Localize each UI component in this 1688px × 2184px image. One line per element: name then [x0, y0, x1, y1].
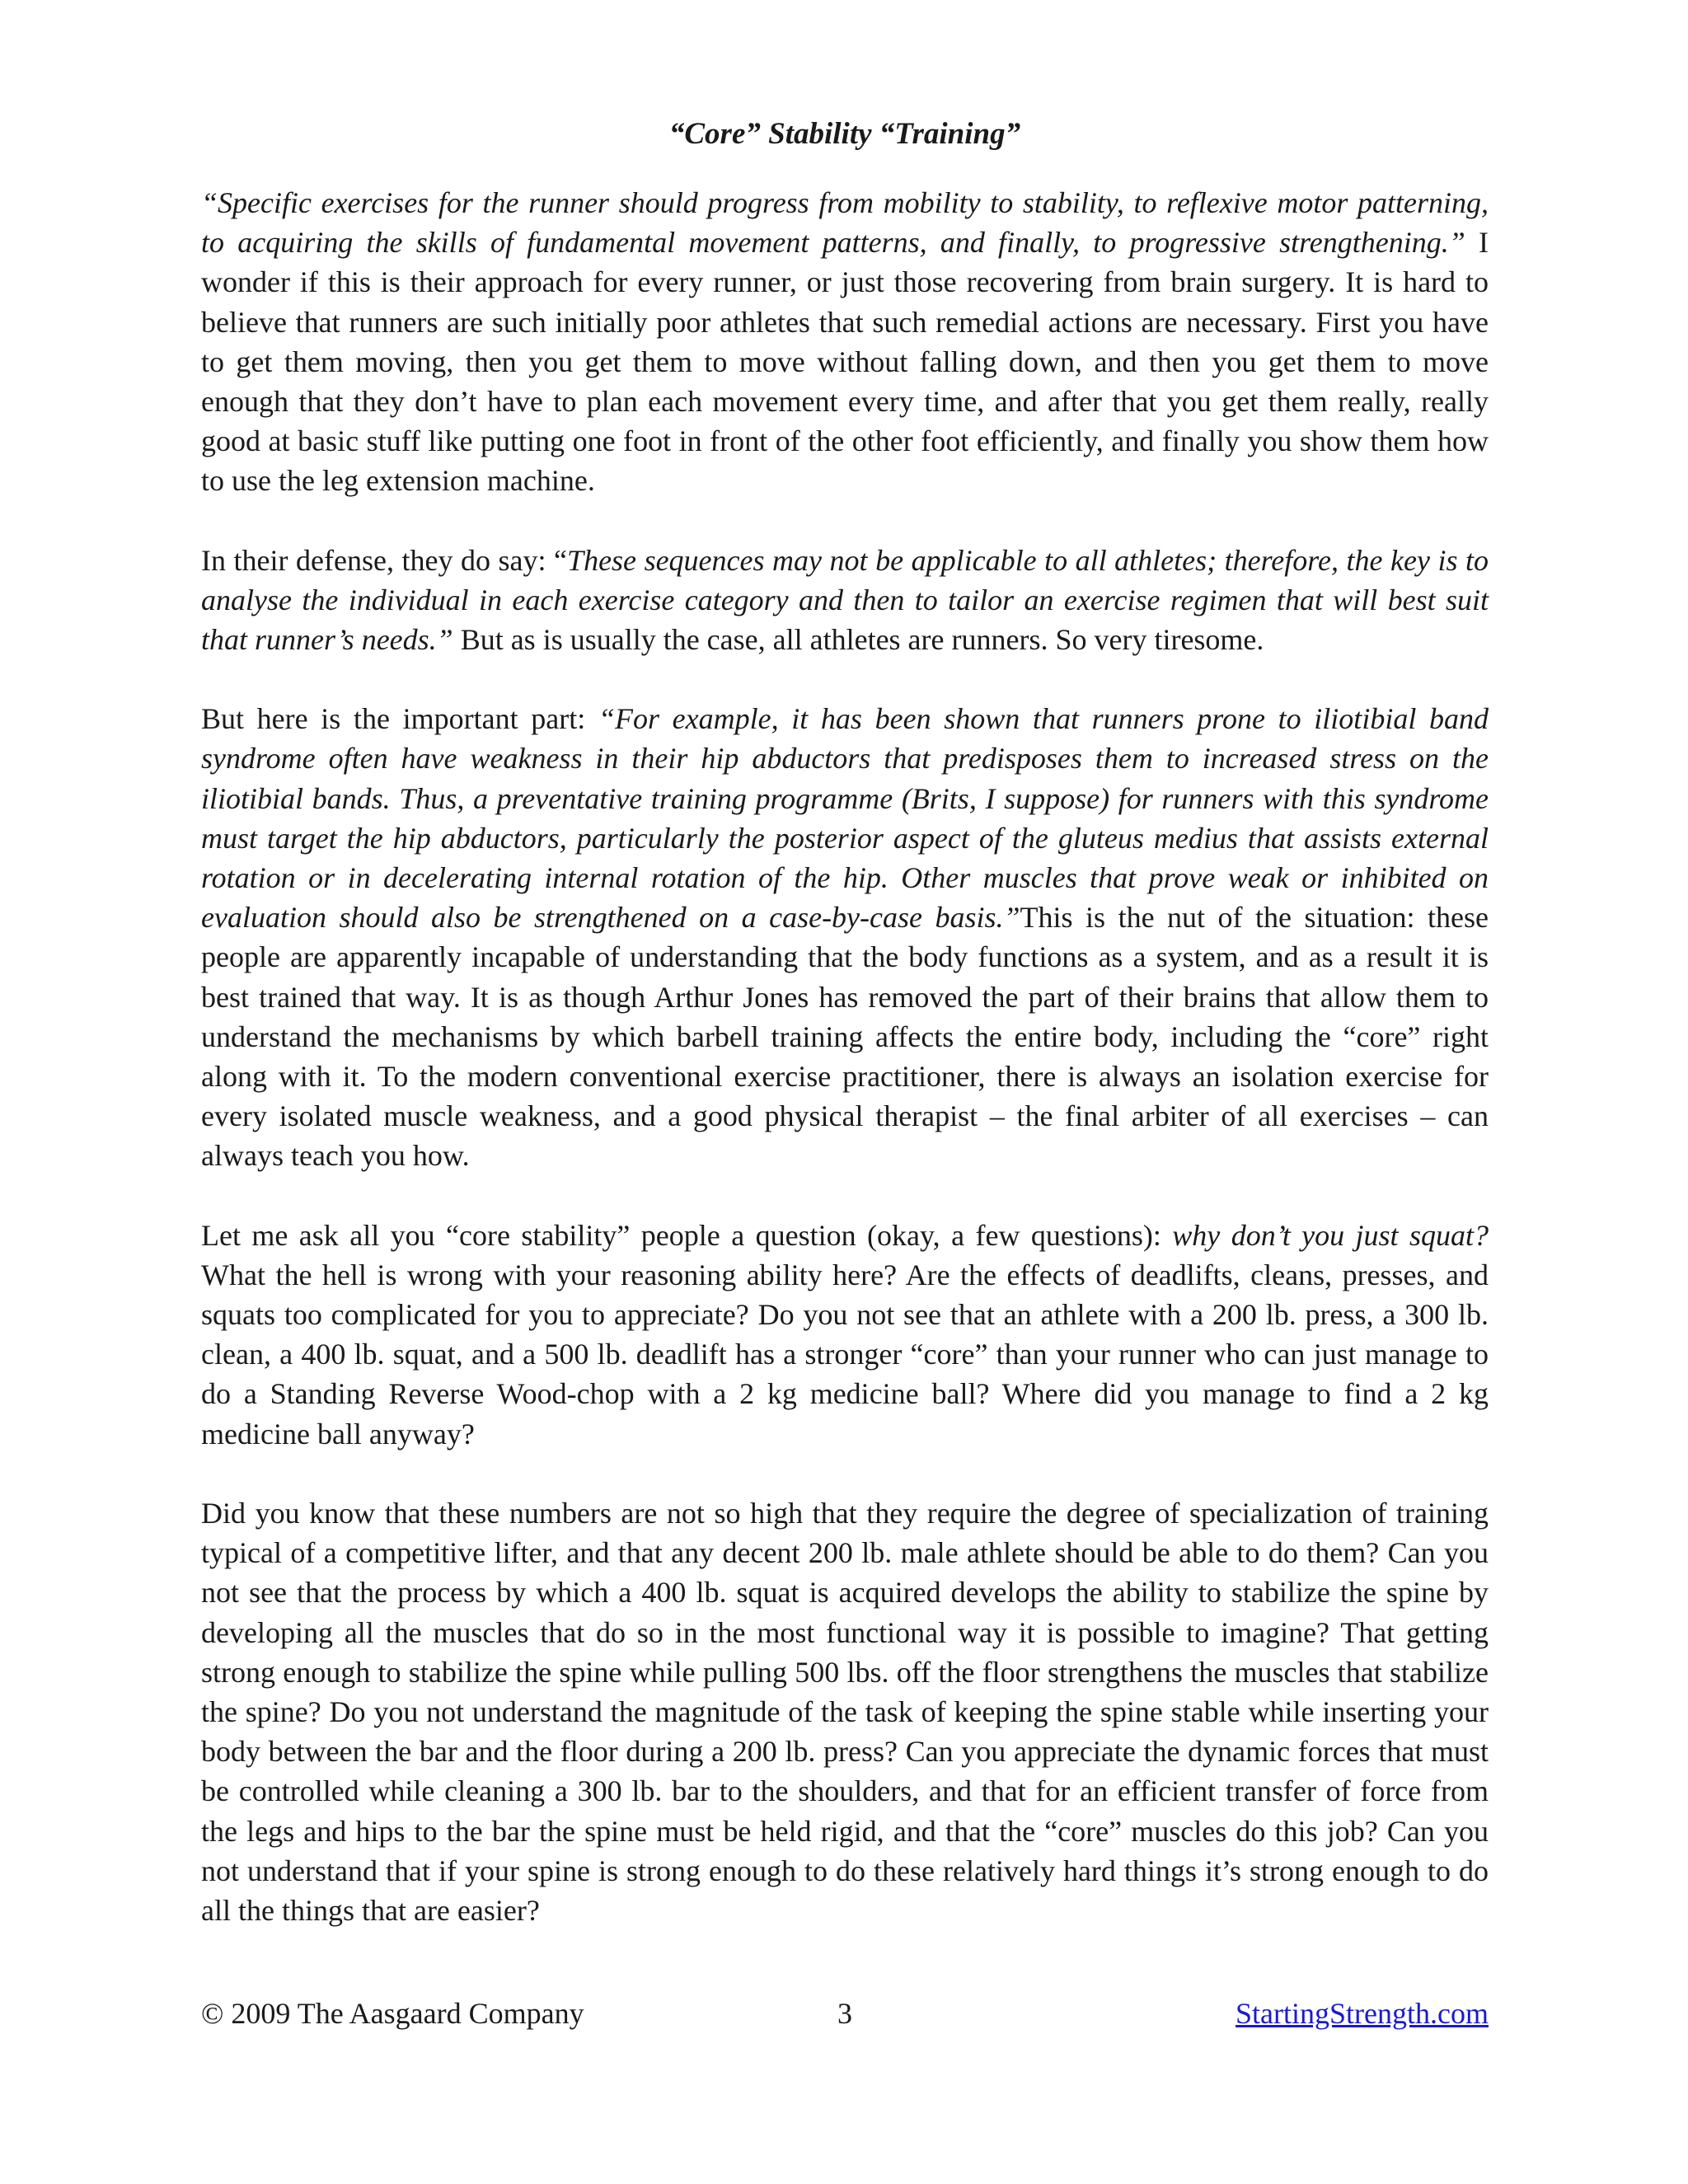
body-text: Did you know that these numbers are not so high that they require the degree of specialization of training typical of a competitive lifter, and that any decent 200 lb. male athlete should be able to do them? Can you not see that the process by which a 400 lb. squat is acquired develops the ability to stabilize the spine by developing all the muscles that do so in the most functional way it is possible to imagine? That getting strong enough to stabilize the spine while pulling 500 lbs. off the floor strengthens the muscles that stabilize the spine? Do you not understand the magnitude of the task of keeping the spine stable while inserting your body between the bar and the floor during a 200 lb. press? Can you appreciate the dynamic forces that must be controlled while cleaning a 300 lb. bar to the shoulders, and that for an efficient transfer of force from the legs and hips to the bar the spine must be held rigid, and that the “core” muscles do this job? Can you not understand that if your spine is strong enough to do these relatively hard things it’s strong enough to do all the things that are easier?	[201, 1496, 1489, 1927]
body-text: This is the nut of the situation: these people are apparently incapable of understanding that the body functions as a system, and as a result it is best trained that way. It is as though Arthur Jones has removed the part of their brains that allow them to understand the mechanisms by which barbell training affects the entire body, including the “core” right along with it. To the modern conventional exercise practitioner, there is always an isolation exercise for every isolated muscle weakness, and a good physical therapist – the final arbiter of all exercises – can always teach you how.	[201, 901, 1489, 1173]
page-title: “Core” Stability “Training”	[668, 117, 1021, 151]
paragraph-3	[201, 699, 1489, 1175]
emphasis-question: why don’t you just squat?	[1172, 1218, 1489, 1252]
website-link[interactable]: StartingStrength.com	[1236, 1997, 1489, 2030]
quote-3: “For example, it has been shown that runners prone to iliotibial band syndrome often have weakness in their hip abductors that predisposes them to increased stress on the iliotibial bands. Thus, a preventative training programme (Brits, I suppose) for runners with this syndrome must target the hip abductors, particularly the posterior aspect of the gluteus medius that assists external rotation or in decelerating internal rotation of the hip. Other muscles that prove weak or inhibited on evaluation should also be strengthened on a case-by-case basis.”	[201, 702, 1489, 935]
paragraph-1	[201, 183, 1489, 501]
body-text: Let me ask all you “core stability” people a question (okay, a few questions):	[201, 1218, 1173, 1252]
quote-2: These sequences may not be applicable to all athletes; therefore, the key is to analyse the individual in each exercise category and then to tailor an exercise regimen that will best suit that runner’s needs.”	[201, 543, 1489, 657]
body-text: But here is the important part:	[201, 702, 598, 736]
body-text: What the hell is wrong with your reasoning ability here? Are the effects of deadlifts, cleans, presses, and squats too complicated for you to appreciate? Do you not see that an athlete with a 200 lb. press, a 300 lb. clean, a 400 lb. squat, and a 500 lb. deadlift has a stronger “core” than your runner who can just manage to do a Standing Reverse Wood-chop with a 2 kg medicine ball? Where did you manage to find a 2 kg medicine ball anyway?	[201, 1258, 1489, 1451]
body-text: I wonder if this is their approach for every runner, or just those recovering from brain surgery. It is hard to believe that runners are such initially poor athletes that such remedial actions are necessary. First you have to get them moving, then you get them to move without falling down, and then you get them to move enough that they don’t have to plan each movement every time, and after that you get them really, really good at basic stuff like putting one foot in front of the other foot efficiently, and finally you show them how to use the leg extension machine.	[201, 226, 1489, 498]
paragraph-4	[201, 1216, 1489, 1454]
page-number: 3	[837, 1997, 852, 2030]
paragraph-2	[201, 541, 1489, 660]
paragraph-5	[201, 1493, 1489, 1930]
body-text: In their defense, they do say: “	[201, 543, 568, 577]
page-footer	[201, 1993, 1489, 2034]
quote-1: “Specific exercises for the runner should progress from mobility to stability, to reflexive motor patterning, to acquiring the skills of fundamental movement patterns, and finally, to progressive strengthening.”	[201, 186, 1489, 260]
body-text: But as is usually the case, all athletes are runners. So very tiresome.	[452, 623, 1264, 657]
document-page	[201, 114, 1489, 1970]
copyright-notice: © 2009 The Aasgaard Company	[201, 1997, 584, 2030]
